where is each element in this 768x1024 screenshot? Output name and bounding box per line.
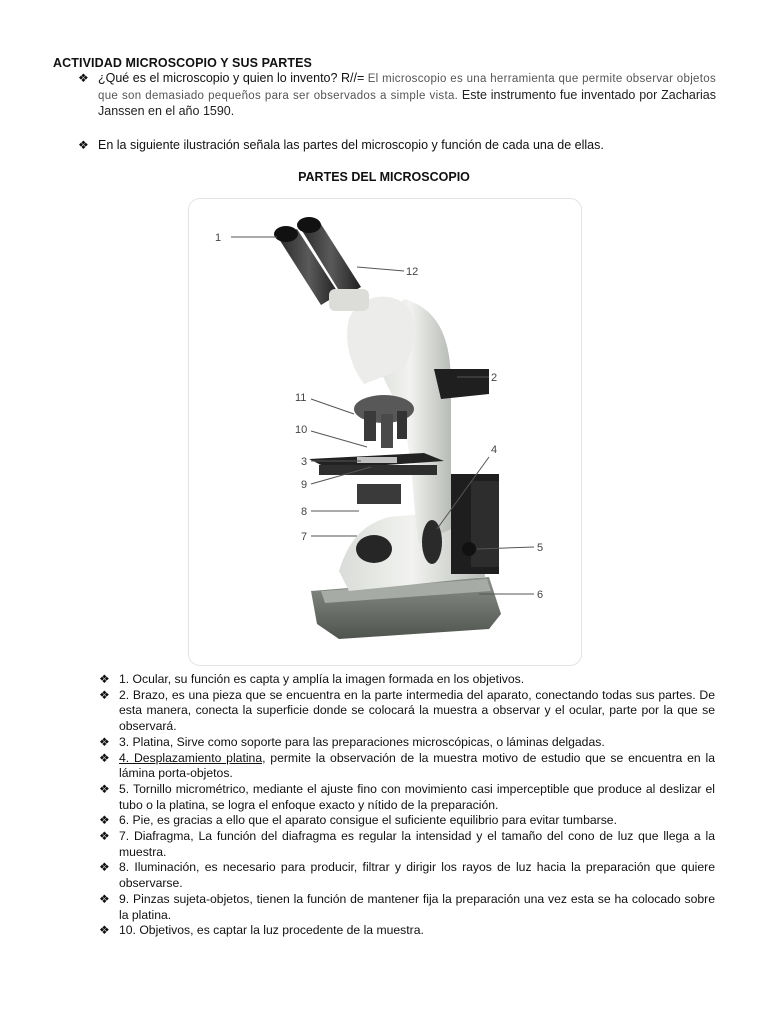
- fig-label-5: 5: [537, 542, 544, 554]
- fig-label-2: 2: [491, 372, 498, 384]
- list-item: [99, 860, 715, 891]
- figure-title: PARTES DEL MICROSCOPIO: [298, 170, 470, 184]
- fig-label-10: 10: [295, 424, 308, 436]
- bullet-icon: ❖: [99, 672, 110, 686]
- list-item: [99, 735, 715, 751]
- part-name: 5. Tornillo micrométrico,: [119, 781, 249, 796]
- part-desc: mediante el ajuste fino con movimiento casi imperceptible que produce al deslizar el tubo o la platina, se logra el enfoque exacto y nítido de la preparación.: [119, 781, 715, 812]
- list-item: [99, 688, 715, 735]
- part-name: 6. Pie,: [119, 813, 154, 828]
- bullet-icon: ❖: [99, 829, 110, 844]
- bullet-icon: ❖: [78, 71, 89, 85]
- bullet-icon: ❖: [99, 750, 110, 765]
- bullet-icon: ❖: [99, 813, 110, 828]
- part-desc: Sirve como soporte para las preparaciones microscópicas, o láminas delgadas.: [173, 734, 605, 749]
- bullet-icon: ❖: [99, 860, 110, 875]
- part-desc: su función es capta y amplía la imagen formada en los objetivos.: [171, 672, 525, 686]
- bullet-icon: ❖: [99, 781, 110, 796]
- part-desc: tienen la función de mantener fija la preparación una vez esta se ha colocado sobre la platina.: [119, 891, 715, 922]
- instruction-block: [78, 138, 718, 152]
- parts-list: [99, 672, 715, 939]
- list-item: [99, 892, 715, 923]
- microscope-illustration: [189, 199, 581, 665]
- fig-label-12: 12: [406, 266, 419, 278]
- part-desc: es una pieza que se encuentra en la parte intermedia del aparato, conectando todas sus partes. De esta manera, conecta la superficie donde se colocará la muestra a observar y el ocular, parte por la que se observará.: [119, 687, 715, 734]
- bullet-icon: ❖: [99, 734, 110, 749]
- fig-label-6: 6: [537, 589, 544, 601]
- list-item: [99, 751, 715, 782]
- bullet-icon: ❖: [99, 923, 110, 938]
- microscope-figure: [188, 198, 582, 666]
- fig-label-8: 8: [301, 506, 308, 518]
- list-item: [99, 813, 715, 829]
- list-item: [99, 672, 715, 688]
- fig-label-11: 11: [295, 392, 307, 404]
- list-item: [99, 829, 715, 860]
- answer-part2: Este instrumento fue inventado por Zacharias Janssen en el año 1590.: [98, 87, 716, 118]
- bullet-icon: ❖: [99, 687, 110, 702]
- part-desc: es gracias a ello que el aparato consigue el suficiente equilibrio para evitar tumbarse.: [153, 813, 617, 828]
- fig-label-9: 9: [301, 479, 308, 491]
- page-title: ACTIVIDAD MICROSCOPIO Y SUS PARTES: [53, 56, 312, 70]
- bullet-icon: ❖: [78, 138, 89, 152]
- part-name: 4. Desplazamiento platina,: [119, 750, 266, 765]
- fig-label-3: 3: [301, 456, 308, 468]
- list-item: [99, 782, 715, 813]
- part-name: 8. Iluminación,: [119, 860, 200, 875]
- fig-label-7: 7: [301, 531, 308, 543]
- fig-label-4: 4: [491, 444, 498, 456]
- part-name: 10. Objetivos,: [119, 923, 194, 938]
- bullet-icon: ❖: [99, 891, 110, 906]
- question-block: [78, 71, 716, 120]
- part-desc: La función del diafragma es regular la intensidad y el tamaño del cono de luz que llega a la muestra.: [119, 829, 716, 859]
- instruction-text: En la siguiente ilustración señala las partes del microscopio y función de cada una de ellas.: [98, 138, 604, 152]
- part-desc: es captar la luz procedente de la muestra.: [193, 923, 424, 938]
- list-item: [99, 923, 715, 939]
- question-label: ¿Qué es el microscopio y quien lo invento? R//=: [98, 71, 365, 85]
- fig-label-1: 1: [215, 232, 222, 244]
- part-name: 2. Brazo,: [119, 687, 169, 702]
- answer-part1: El microscopio es una herramienta que permite observar objetos que son demasiado pequeños para ser observados a simple vista.: [98, 73, 716, 102]
- part-name: 3. Platina,: [119, 734, 174, 749]
- part-name: 1. Ocular,: [119, 672, 172, 686]
- part-name: 7. Diafragma,: [119, 829, 194, 844]
- part-name: 9. Pinzas sujeta-objetos,: [119, 891, 253, 906]
- part-desc: permite la observación de la muestra motivo de estudio que se encuentra en la lámina porta-objetos.: [119, 750, 715, 781]
- part-desc: es necesario para producir, filtrar y dirigir los rayos de luz hacia la preparación que quiere observarse.: [119, 860, 715, 891]
